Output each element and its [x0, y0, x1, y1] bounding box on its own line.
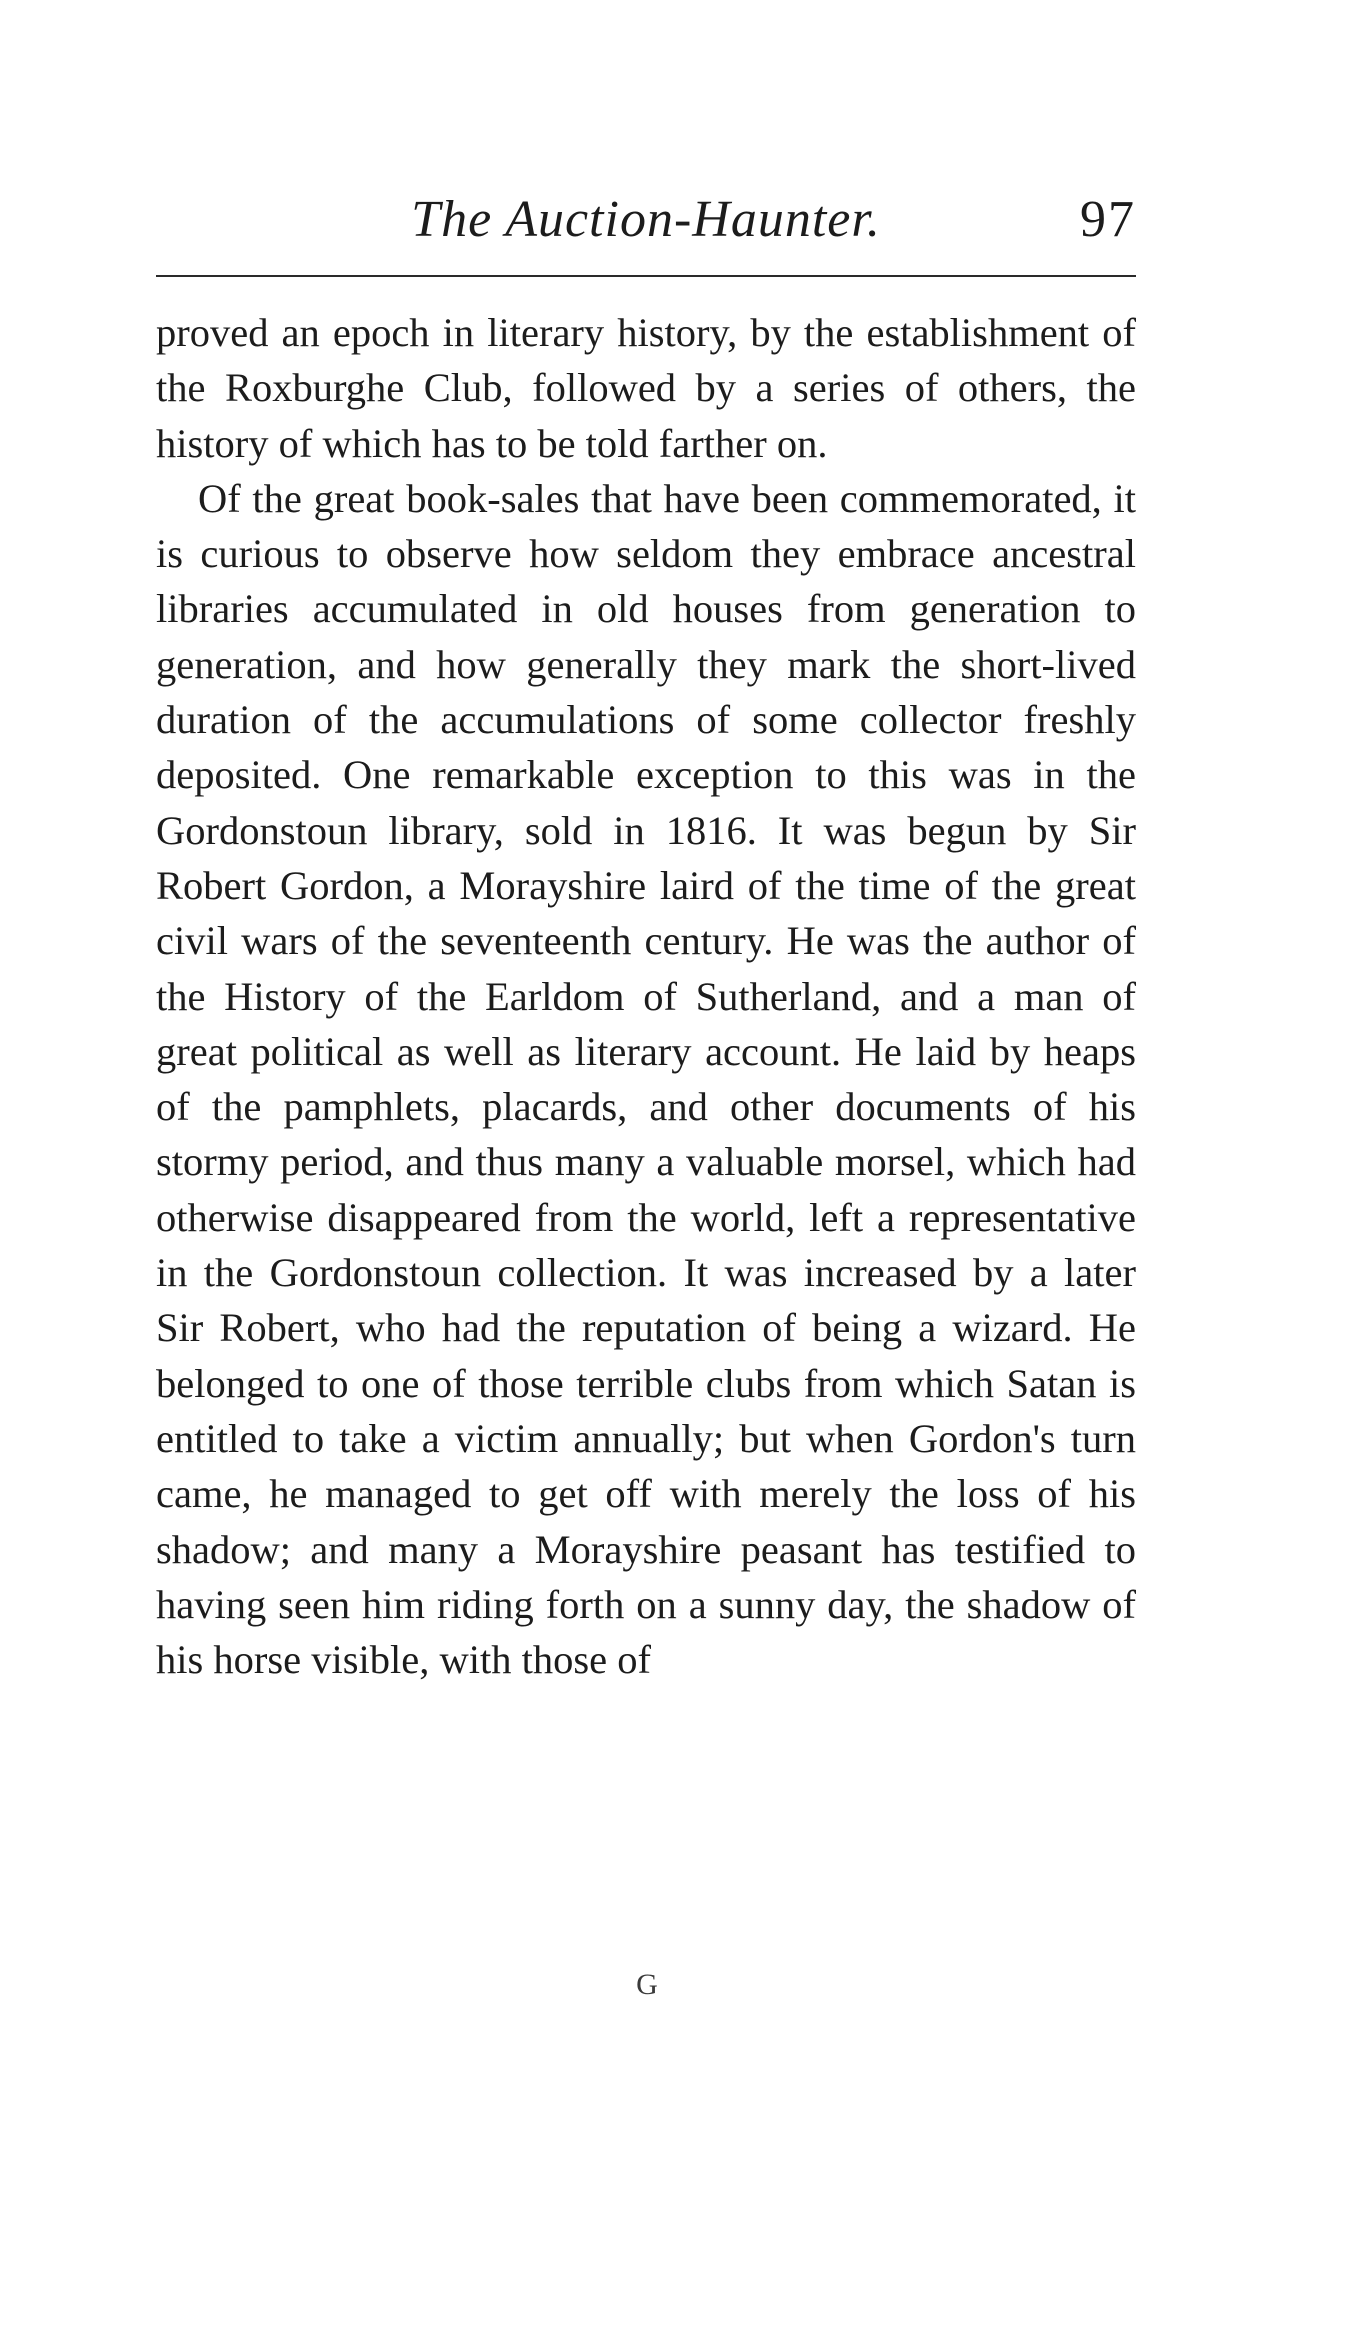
paragraph: Of the great book-sales that have been commemorated, it is curious to observe how seldom they embrace ancestral libraries accumulated in old houses from generation to generation, and how generally they mark the short-lived duration of the accumulations of some collector freshly deposited. One remarkable exception to this was in the Gordonstoun library, sold in 1816. It was begun by Sir Robert Gordon, a Morayshire laird of the time of the great civil wars of the seventeenth century. He was the author of the History of the Earldom of Sutherland, and a man of great political as well as literary account. He laid by heaps of the pamphlets, placards, and other documents of his stormy period, and thus many a valuable morsel, which had otherwise disappeared from the world, left a representative in the Gordonstoun collection. It was increased by a later Sir Robert, who had the reputation of being a wizard. He belonged to one of those terrible clubs from which Satan is entitled to take a victim annually; but when Gordon's turn came, he managed to get off with merely the loss of his shadow; and many a Morayshire peasant has testified to having seen him riding forth on a sunny day, the shadow of his horse visible, with those of: [156, 475, 1136, 1683]
page-number: 97: [1080, 191, 1136, 248]
running-title: The Auction-Haunter.: [411, 191, 881, 248]
running-head: [156, 190, 1136, 260]
header-rule: [156, 275, 1136, 277]
paragraph-continued: proved an epoch in literary history, by the establishment of the Roxburghe Club, followed by a series of others, the history of which has to be told farther on.: [156, 310, 1136, 466]
signature-mark: G: [636, 1968, 658, 2001]
body-text: [156, 305, 1136, 1687]
